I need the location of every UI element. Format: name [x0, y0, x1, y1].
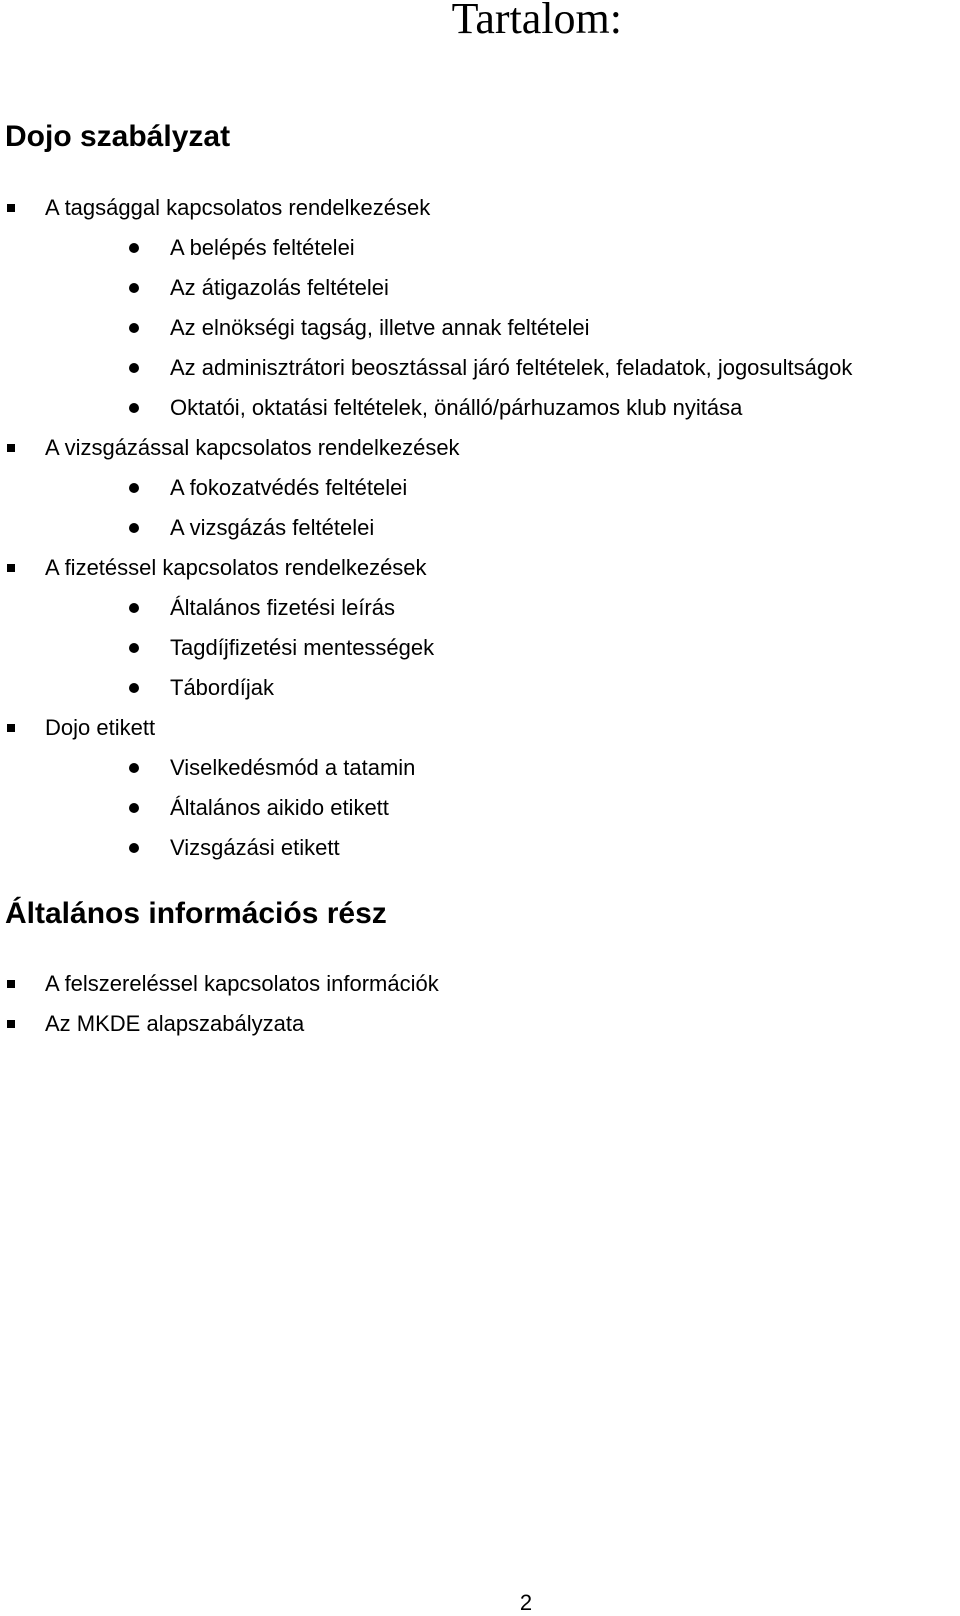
- square-bullet-icon: [7, 1020, 15, 1028]
- toc-subitem-label: Vizsgázási etikett: [170, 835, 340, 860]
- toc-subitem-label: Az elnökségi tagság, illetve annak feltételei: [170, 315, 590, 340]
- toc-subitem-label: A belépés feltételei: [170, 235, 355, 260]
- section-title-dojo-szabalyzat: Dojo szabályzat: [5, 120, 231, 153]
- toc-subitem-label: Tagdíjfizetési mentességek: [170, 635, 435, 660]
- square-bullet-icon: [7, 564, 15, 572]
- toc-subitem-label: A vizsgázás feltételei: [170, 515, 375, 540]
- toc-item-label: A fizetéssel kapcsolatos rendelkezések: [45, 555, 427, 580]
- toc-item-label: A felszereléssel kapcsolatos információk: [45, 971, 439, 996]
- round-bullet-icon: [129, 483, 139, 493]
- toc-subitem-label: Az átigazolás feltételei: [170, 275, 389, 300]
- round-bullet-icon: [129, 643, 139, 653]
- page-number: 2: [519, 1590, 533, 1615]
- square-bullet-icon: [7, 204, 15, 212]
- round-bullet-icon: [129, 243, 139, 253]
- toc-item-label: Az MKDE alapszabályzata: [45, 1011, 305, 1036]
- toc-subitem-label: Tábordíjak: [170, 675, 274, 700]
- toc-subitem-label: Általános aikido etikett: [170, 795, 389, 820]
- toc-item-label: A vizsgázással kapcsolatos rendelkezések: [45, 435, 460, 460]
- round-bullet-icon: [129, 683, 139, 693]
- square-bullet-icon: [7, 444, 15, 452]
- square-bullet-icon: [7, 980, 15, 988]
- page-title: Tartalom:: [451, 0, 622, 43]
- round-bullet-icon: [129, 403, 139, 413]
- toc-subitem-label: Általános fizetési leírás: [170, 595, 395, 620]
- toc-subitem-label: Oktatói, oktatási feltételek, önálló/párhuzamos klub nyitása: [170, 395, 743, 420]
- toc-item-label: Dojo etikett: [45, 715, 156, 740]
- round-bullet-icon: [129, 763, 139, 773]
- round-bullet-icon: [129, 363, 139, 373]
- round-bullet-icon: [129, 283, 139, 293]
- section-title-altalanos-informacios-resz: Általános információs rész: [5, 897, 387, 930]
- round-bullet-icon: [129, 603, 139, 613]
- round-bullet-icon: [129, 803, 139, 813]
- round-bullet-icon: [129, 843, 139, 853]
- toc-item-label: A tagsággal kapcsolatos rendelkezések: [45, 195, 431, 220]
- square-bullet-icon: [7, 724, 15, 732]
- round-bullet-icon: [129, 323, 139, 333]
- toc-subitem-label: Az adminisztrátori beosztással járó feltételek, feladatok, jogosultságok: [170, 355, 853, 380]
- toc-subitem-label: Viselkedésmód a tatamin: [170, 755, 416, 780]
- round-bullet-icon: [129, 523, 139, 533]
- toc-subitem-label: A fokozatvédés feltételei: [170, 475, 408, 500]
